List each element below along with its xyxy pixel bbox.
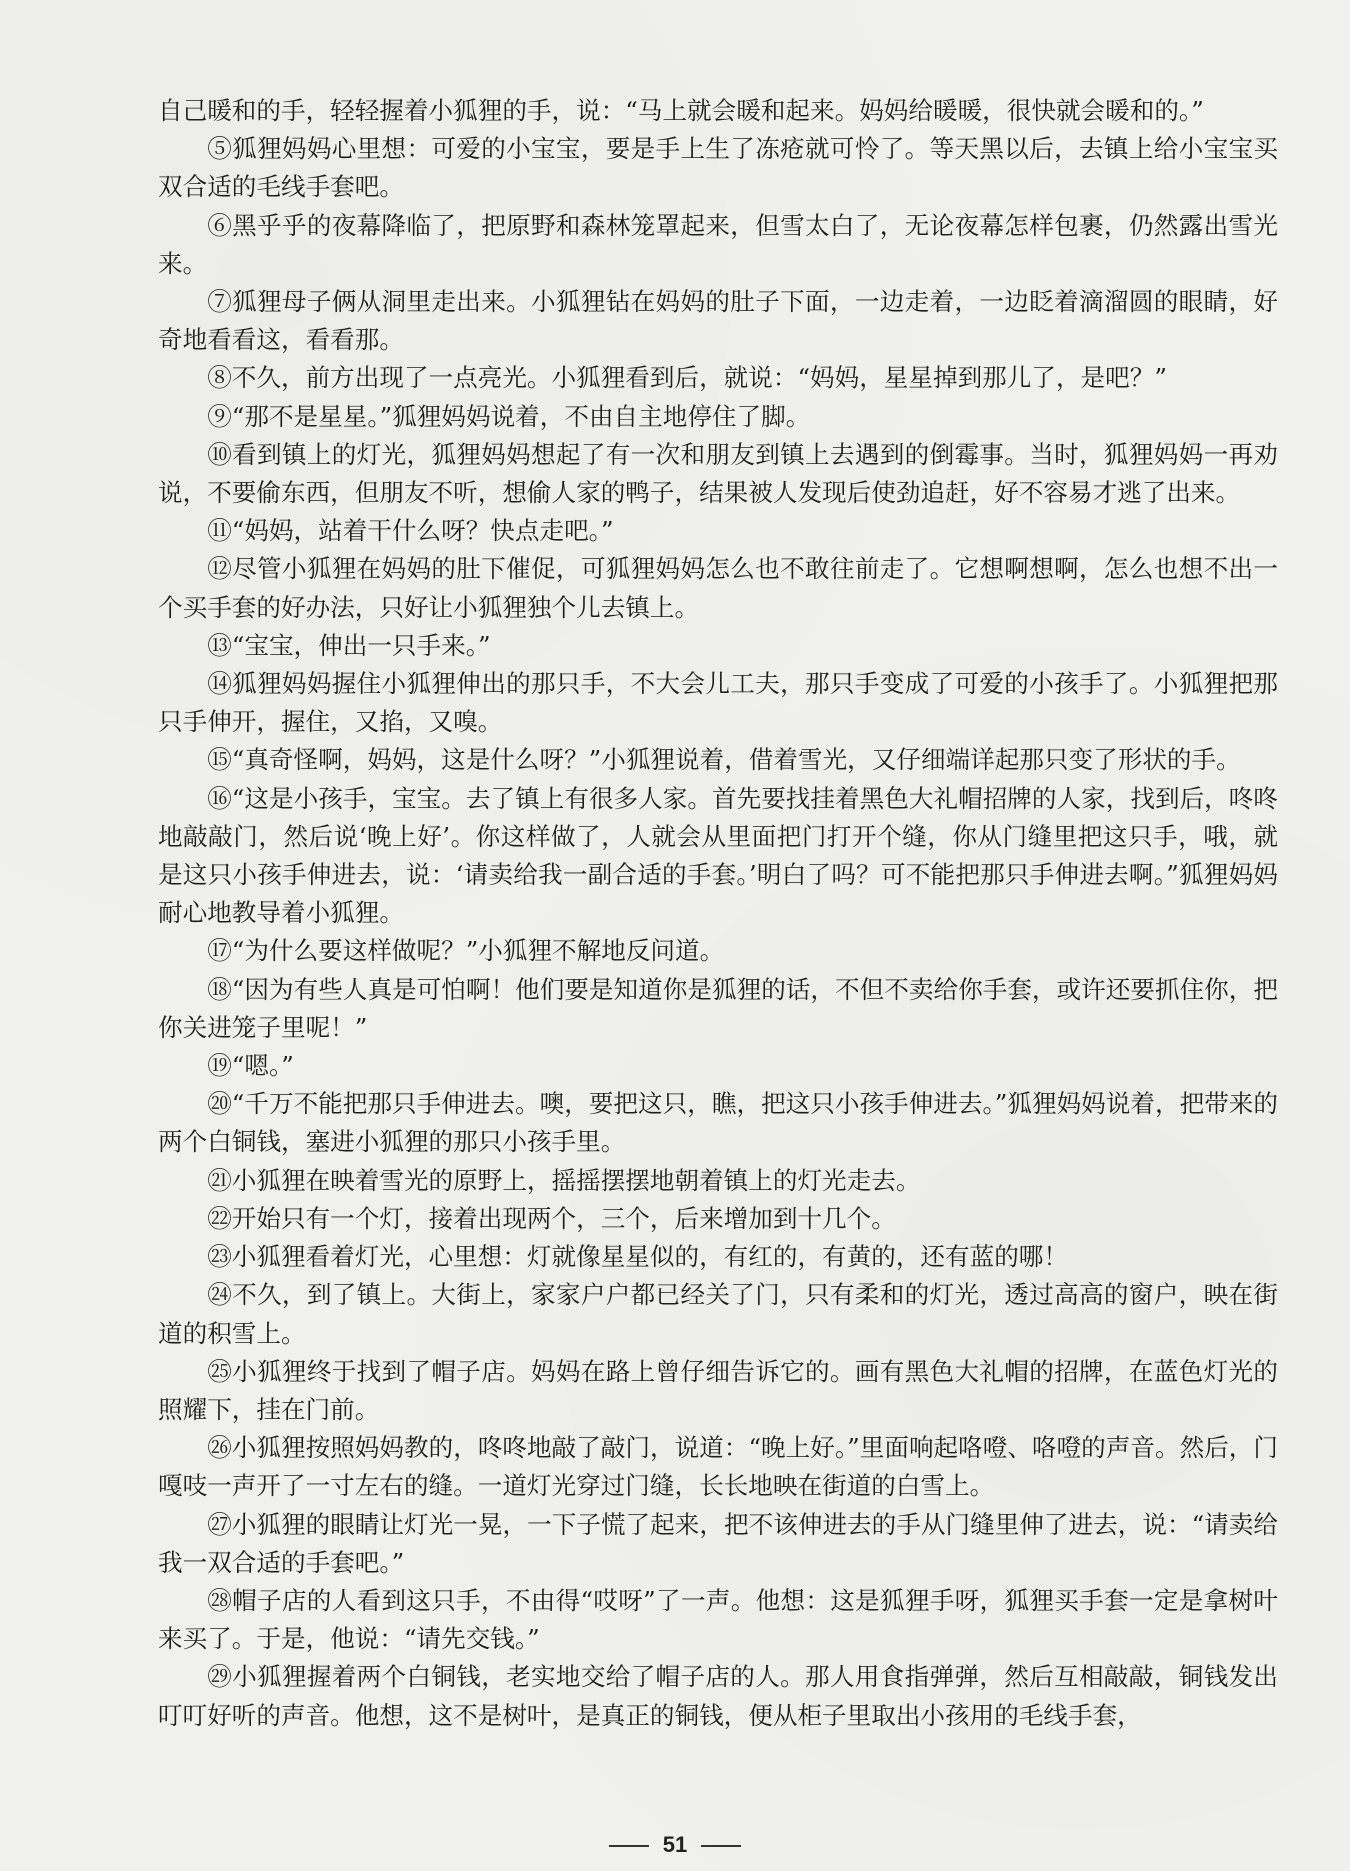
footer-dash-right (701, 1845, 741, 1847)
paragraph: ⑲“嗯。” (207, 1051, 294, 1081)
paragraph: ㉓小狐狸看着灯光，心里想：灯就像星星似的，有红的，有黄的，还有蓝的哪！ (207, 1242, 1068, 1272)
paragraph: ⑱“因为有些人真是可怕啊！他们要是知道你是狐狸的话，不但不卖给你手套，或许还要抓住你，把你关进笼子里呢！” (158, 974, 1278, 1042)
paragraph: ㉕小狐狸终于找到了帽子店。妈妈在路上曾仔细告诉它的。画有黑色大礼帽的招牌，在蓝色灯光的照耀下，挂在门前。 (158, 1356, 1278, 1424)
paragraph: ㉘帽子店的人看到这只手，不由得“哎呀”了一声。他想：这是狐狸手呀，狐狸买手套一定是拿树叶来买了。于是，他说：“请先交钱。” (158, 1585, 1278, 1654)
paragraph: ㉖小狐狸按照妈妈教的，咚咚地敲了敲门，说道：“晚上好。”里面响起咯噔、咯噔的声音。然后，门嘎吱一声开了一寸左右的缝。一道灯光穿过门缝，长长地映在街道的白雪上。 (158, 1433, 1278, 1501)
page-number: 51 (662, 1832, 688, 1857)
paragraph: ⑥黑乎乎的夜幕降临了，把原野和森林笼罩起来，但雪太白了，无论夜幕怎样包裹，仍然露出雪光来。 (158, 210, 1278, 278)
paragraph: ㉑小狐狸在映着雪光的原野上，摇摇摆摆地朝着镇上的灯光走去。 (207, 1165, 921, 1195)
paragraph: ⑬“宝宝，伸出一只手来。” (207, 630, 491, 660)
paragraph: ⑯“这是小孩手，宝宝。去了镇上有很多人家。首先要找挂着黑色大礼帽招牌的人家，找到后，咚咚地敲敲门，然后说‘晚上好’。你这样做了，人就会从里面把门打开个缝，你从门缝里把这只手，哦，就是这只小孩手伸进去，说：‘请卖给我一副合适的手套。’明白了吗？可不能把那只手伸进去啊。”狐狸妈妈耐心地教导着小狐狸。 (158, 783, 1278, 928)
paragraph: ⑪“妈妈，站着干什么呀？快点走吧。” (207, 516, 614, 546)
story-text-body (158, 92, 1278, 1735)
paragraph: ⑧不久，前方出现了一点亮光。小狐狸看到后，就说：“妈妈，星星掉到那儿了，是吧？” (207, 363, 1167, 393)
paragraph: ㉔不久，到了镇上。大街上，家家户户都已经关了门，只有柔和的灯光，透过高高的窗户，映在街道的积雪上。 (158, 1280, 1278, 1348)
paragraph: ⑨“那不是星星。”狐狸妈妈说着，不由自主地停住了脚。 (207, 401, 811, 431)
paragraph: ㉗小狐狸的眼睛让灯光一晃，一下子慌了起来，把不该伸进去的手从门缝里伸了进去，说：“请卖给我一双合适的手套吧。” (158, 1509, 1278, 1577)
paragraph: ⑩看到镇上的灯光，狐狸妈妈想起了有一次和朋友到镇上去遇到的倒霉事。当时，狐狸妈妈一再劝说，不要偷东西，但朋友不听，想偷人家的鸭子，结果被人发现后使劲追赶，好不容易才逃了出来。 (158, 439, 1278, 508)
paragraph: 自己暖和的手，轻轻握着小狐狸的手，说：“马上就会暖和起来。妈妈给暖暖，很快就会暖和的。” (158, 96, 1204, 125)
paragraph: ⑦狐狸母子俩从洞里走出来。小狐狸钻在妈妈的肚子下面，一边走着，一边眨着滴溜圆的眼睛，好奇地看看这，看看那。 (158, 287, 1278, 355)
paragraph: ⑭狐狸妈妈握住小狐狸伸出的那只手，不大会儿工夫，那只手变成了可爱的小孩手了。小狐狸把那只手伸开，握住，又掐，又嗅。 (158, 669, 1278, 737)
page-footer (0, 1832, 1350, 1858)
paragraph: ⑳“千万不能把那只手伸进去。噢，要把这只，瞧，把这只小孩手伸进去。”狐狸妈妈说着，把带来的两个白铜钱，塞进小狐狸的那只小孩手里。 (158, 1089, 1278, 1157)
paragraph: ㉙小狐狸握着两个白铜钱，老实地交给了帽子店的人。那人用食指弹弹，然后互相敲敲，铜钱发出叮叮好听的声音。他想，这不是树叶，是真正的铜钱，便从柜子里取出小孩用的毛线手套， (158, 1662, 1278, 1730)
footer-dash-left (609, 1845, 649, 1847)
paragraph: ⑰“为什么要这样做呢？”小狐狸不解地反问道。 (207, 936, 725, 966)
paragraph: ⑤狐狸妈妈心里想：可爱的小宝宝，要是手上生了冻疮就可怜了。等天黑以后，去镇上给小宝宝买双合适的毛线手套吧。 (158, 134, 1278, 202)
paragraph: ㉒开始只有一个灯，接着出现两个，三个，后来增加到十几个。 (207, 1203, 896, 1233)
paragraph: ⑫尽管小狐狸在妈妈的肚下催促，可狐狸妈妈怎么也不敢往前走了。它想啊想啊，怎么也想不出一个买手套的好办法，只好让小狐狸独个儿去镇上。 (158, 554, 1278, 622)
paragraph: ⑮“真奇怪啊，妈妈，这是什么呀？”小狐狸说着，借着雪光，又仔细端详起那只变了形状的手。 (207, 745, 1241, 775)
